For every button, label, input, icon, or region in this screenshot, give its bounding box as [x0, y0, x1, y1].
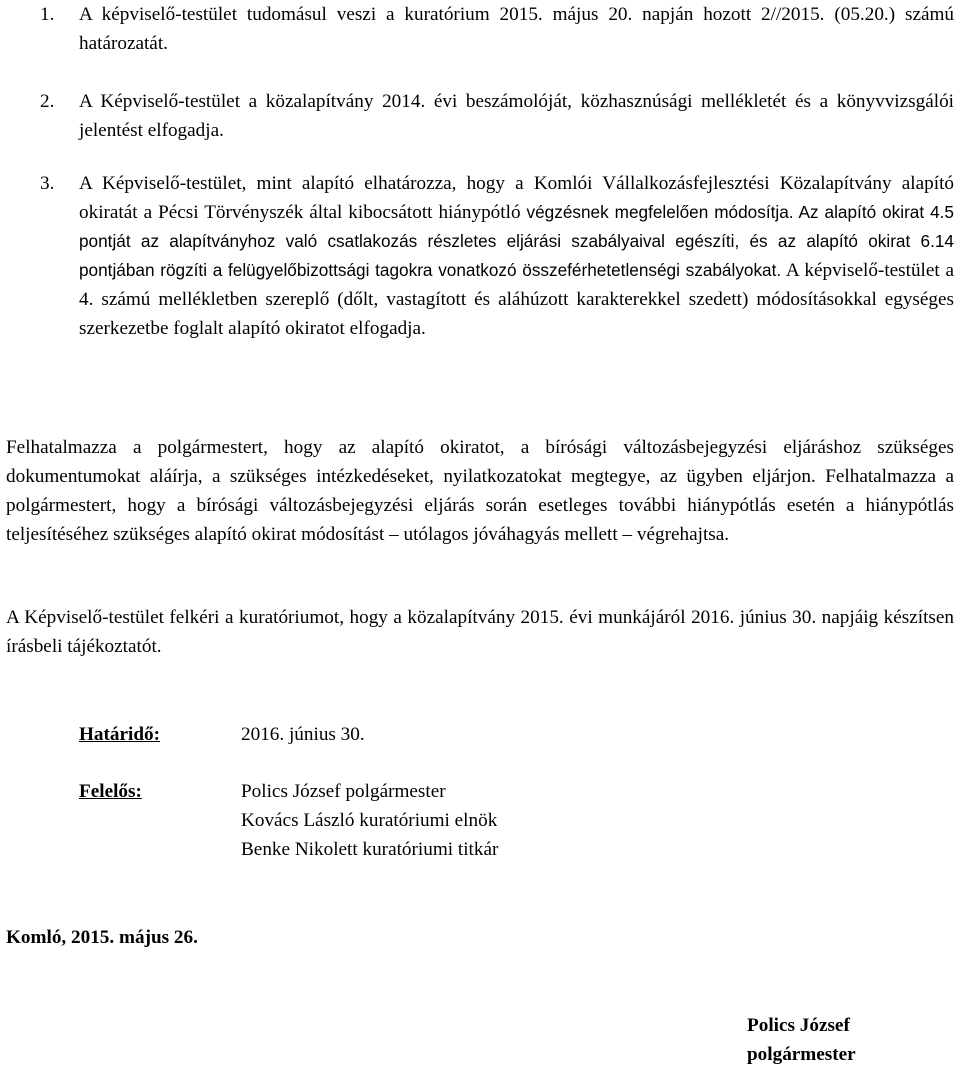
item-text-part2: végzésnek megfelelően módosítja. Az alapító okirat 4.5 pontját az alapítványhoz való csatlakozás részletes eljárási szabályaival egészíti, és az alapító okirat 6.14 pontjában rögzíti a felügyelőbizottsági tagokra vonatkozó összeférhetetlenségi szabályokat. — [79, 202, 954, 280]
resolution-item-2 — [40, 87, 954, 145]
responsible-person-3: Benke Nikolett kuratóriumi titkár — [241, 839, 499, 860]
place-date: Komló, 2015. május 26. — [6, 927, 198, 948]
responsible-label: Felelős: — [79, 781, 142, 802]
deadline-label: Határidő: — [79, 724, 161, 745]
resolution-item-1 — [40, 0, 954, 58]
responsible-person-2: Kovács László kuratóriumi elnök — [241, 810, 498, 831]
signature-title: polgármester — [747, 1044, 856, 1065]
item-text: A képviselő-testület tudomásul veszi a kuratórium 2015. május 20. napján hozott 2//2015. (05.20.) számú határozatát. — [79, 4, 954, 54]
authorization-paragraph: Felhatalmazza a polgármestert, hogy az alapító okiratot, a bírósági változásbejegyzési eljáráshoz szükséges dokumentumokat aláírja, a szükséges intézkedéseket, nyilatkozatokat megtegye, az ügyben eljárjon. Felhatalmazza a polgármestert, hogy a bírósági változásbejegyzési eljárás során esetleges további hiánypótlás esetén a hiánypótlás teljesítéséhez szükséges alapító okirat módosítást – utólagos jóváhagyás mellett – végrehajtsa. — [6, 437, 954, 545]
item-text-part3: A képviselő-testület a 4. számú mellékletben szereplő (dőlt, vastagított és aláhúzott karakterekkel szedett) módosításokkal egységes szerkezetbe foglalt alapító okiratot elfogadja. — [79, 260, 954, 339]
request-paragraph: A Képviselő-testület felkéri a kuratóriumot, hogy a közalapítvány 2015. évi munkájáról 2016. június 30. napjáig készítsen írásbeli tájékoztatót. — [6, 607, 954, 657]
item-text-part1: A Képviselő-testület, mint alapító elhatározza, hogy a Komlói Vállalkozásfejlesztési Közalapítvány alapító okiratát a Pécsi Törvényszék által kibocsátott hiánypótló — [79, 173, 954, 223]
deadline-value: 2016. június 30. — [241, 724, 365, 745]
item-number: 2. — [40, 91, 55, 112]
resolution-item-3 — [40, 169, 954, 343]
responsible-person-1: Polics József polgármester — [241, 781, 446, 802]
item-number: 3. — [40, 173, 55, 194]
item-text: A Képviselő-testület a közalapítvány 2014. évi beszámolóját, közhasznúsági mellékletét és a könyvvizsgálói jelentést elfogadja. — [79, 91, 954, 141]
signature-name: Polics József — [747, 1015, 850, 1036]
item-number: 1. — [40, 4, 55, 25]
